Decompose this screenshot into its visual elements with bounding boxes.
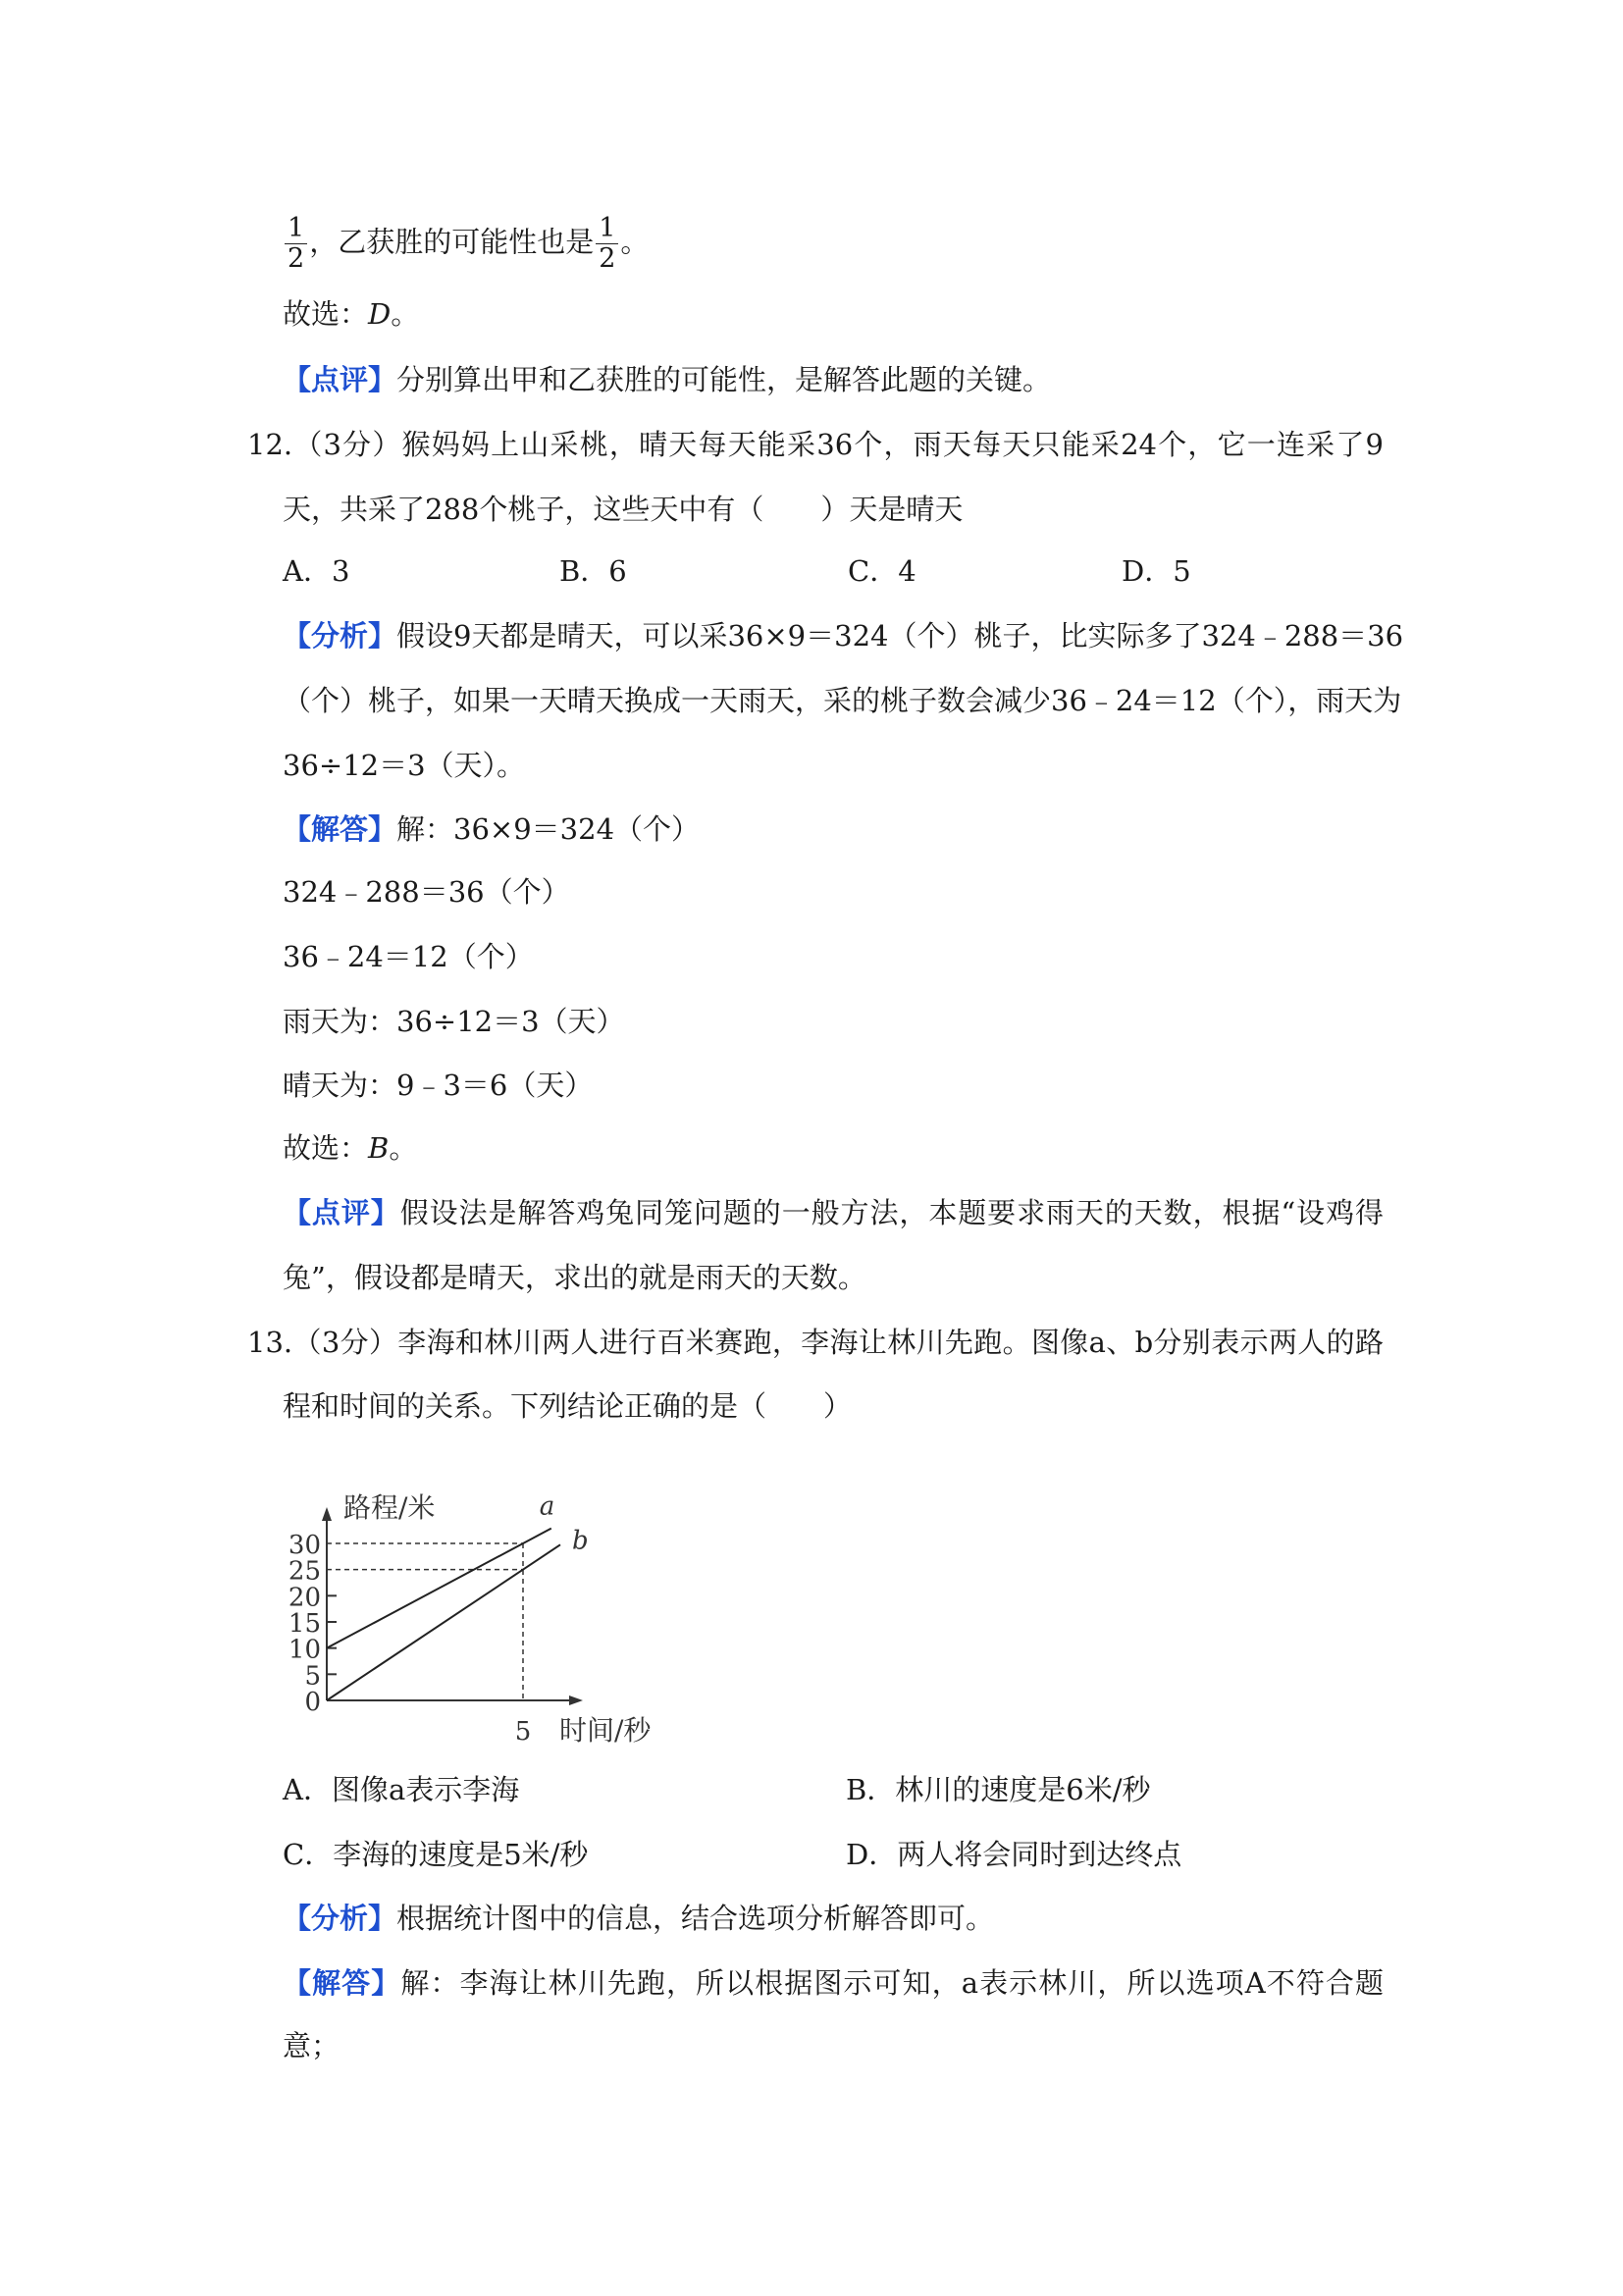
y-tick-label: 0	[304, 1688, 321, 1717]
y-tick-label: 10	[288, 1635, 321, 1665]
q12-solution: 【解答】解：36×9＝324（个）	[283, 812, 701, 846]
q12-comment: 【点评】假设法是解答鸡兔同笼问题的一般方法，本题要求雨天的天数，根据“设鸡得	[283, 1196, 1384, 1229]
q12-solution-step: 36﹣24＝12（个）	[283, 940, 534, 973]
fraction: $\frac{1}{2}$	[285, 214, 307, 274]
q12-option-c: C．4	[848, 554, 916, 588]
y-axis-arrow	[322, 1507, 332, 1521]
q12-solution-step: 324﹣288＝36（个）	[283, 875, 570, 909]
fraction: $\frac{1}{2}$	[596, 214, 618, 274]
y-axis-label: 路程/米	[343, 1491, 436, 1524]
prev-conclusion: $\frac{1}{2}$ ，乙获胜的可能性也是 $\frac{1}{2}$ 。	[283, 214, 649, 257]
y-tick-label: 5	[304, 1661, 321, 1692]
q12-option-b: B．6	[559, 554, 627, 588]
q12-stem-cont: 天，共采了288个桃子，这些天中有（ ）天是晴天	[283, 493, 964, 526]
q12-choice: 故选：B。	[283, 1131, 418, 1165]
series-label-a: a	[539, 1491, 555, 1522]
series-line-a	[327, 1529, 551, 1648]
prev-choice: 故选：D。	[283, 297, 420, 331]
q12-analysis-cont: （个）桃子，如果一天晴天换成一天雨天，采的桃子数会减少36﹣24＝12（个），雨天为	[283, 684, 1402, 717]
q13-stem-cont: 程和时间的关系。下列结论正确的是（ ）	[283, 1389, 853, 1423]
q13-solution: 【解答】解：李海让林川先跑，所以根据图示可知，a表示林川，所以选项A不符合题	[283, 1966, 1384, 2000]
y-tick-label: 15	[288, 1609, 321, 1639]
series-line-b	[327, 1544, 560, 1700]
q13-option-b: B．林川的速度是6米/秒	[846, 1773, 1151, 1806]
q13-option-a: A．图像a表示李海	[283, 1773, 520, 1806]
q12-option-a: A．3	[283, 554, 350, 588]
q12-analysis: 【分析】假设9天都是晴天，可以采36×9＝324（个）桃子，比实际多了324﹣288＝36	[283, 619, 1404, 652]
x-tick-label: 5	[514, 1717, 532, 1747]
q13-analysis: 【分析】根据统计图中的信息，结合选项分析解答即可。	[283, 1902, 995, 1935]
q13-solution-cont: 意；	[283, 2029, 340, 2062]
x-axis-arrow	[569, 1696, 583, 1705]
series-label-b: b	[572, 1526, 589, 1556]
prev-comment: 【点评】分别算出甲和乙获胜的可能性，是解答此题的关键。	[283, 363, 1052, 396]
q12-analysis-end: 36÷12＝3（天）。	[283, 749, 526, 782]
q12-solution-step: 晴天为：9﹣3＝6（天）	[283, 1069, 594, 1102]
y-tick-label: 25	[288, 1556, 321, 1587]
q13-option-c: C．李海的速度是5米/秒	[283, 1838, 589, 1871]
q12-comment-cont: 兔”，假设都是晴天，求出的就是雨天的天数。	[283, 1261, 866, 1294]
distance-time-chart	[265, 1482, 707, 1766]
q12-solution-step: 雨天为：36÷12＝3（天）	[283, 1005, 625, 1038]
q13-stem: 13.（3分）李海和林川两人进行百米赛跑，李海让林川先跑。图像a、b分别表示两人的路	[247, 1326, 1384, 1359]
q12-stem: 12.（3分）猴妈妈上山采桃，晴天每天能采36个，雨天每天只能采24个，它一连采了9	[247, 428, 1384, 461]
y-tick-label: 30	[288, 1531, 321, 1560]
x-axis-label: 时间/秒	[559, 1714, 652, 1747]
q13-option-d: D．两人将会同时到达终点	[846, 1838, 1182, 1871]
y-tick-label: 20	[288, 1583, 321, 1613]
q12-option-d: D．5	[1122, 554, 1191, 588]
